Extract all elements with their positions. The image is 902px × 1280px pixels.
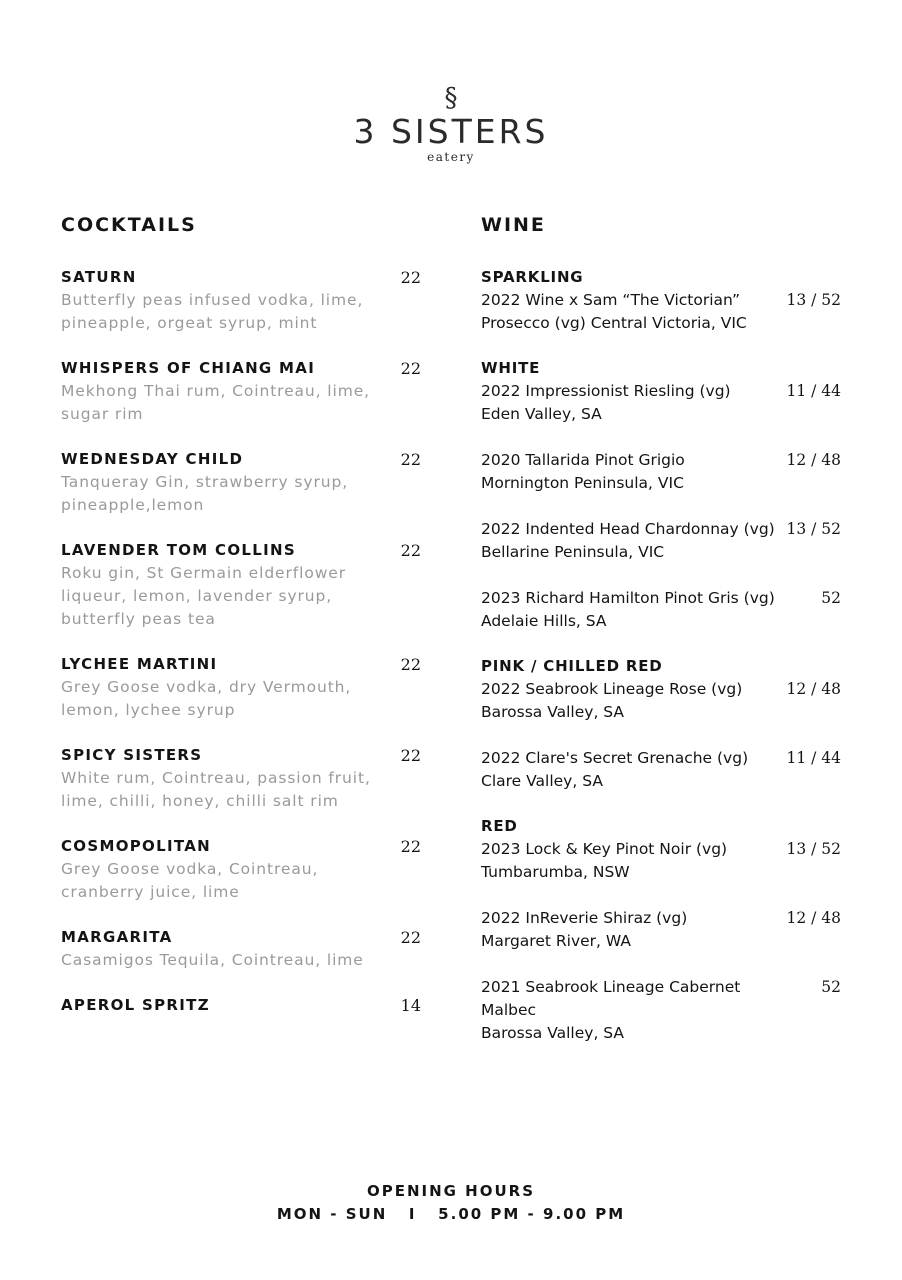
cocktail-name: SPICY SISTERS (61, 746, 203, 764)
wine-item (481, 976, 843, 1045)
cocktail-item (61, 835, 425, 904)
cocktail-item (61, 539, 425, 631)
cocktail-item (61, 357, 425, 426)
wine-name: 2023 Richard Hamilton Pinot Gris (vg) (481, 589, 775, 607)
wine-name: 2022 Clare's Secret Grenache (vg) (481, 749, 749, 767)
wine-category-sparkling (481, 266, 843, 335)
wine-item (481, 747, 843, 793)
wine-category-title: SPARKLING (481, 268, 584, 286)
cocktail-price: 22 (400, 837, 421, 856)
cocktail-description: Casamigos Tequila, Cointreau, lime (61, 951, 364, 969)
opening-hours-title: OPENING HOURS (366, 1182, 536, 1200)
wine-price: 52 (821, 589, 841, 607)
wine-item (481, 678, 843, 724)
cocktail-name: WHISPERS OF CHIANG MAI (61, 359, 316, 377)
cocktail-price: 22 (400, 541, 421, 560)
cocktail-item (61, 744, 425, 813)
wine-item (481, 838, 843, 884)
wine-name: 2020 Tallarida Pinot Grigio (481, 451, 685, 469)
wine-price: 11 / 44 (786, 749, 841, 767)
wine-region: Tumbarumba, NSW (481, 863, 630, 881)
cocktail-price: 22 (400, 450, 421, 469)
cocktail-item (61, 448, 425, 517)
wine-category-pink (481, 655, 843, 793)
wine-item (481, 289, 843, 335)
wine-item (481, 518, 843, 564)
wine-name: 2022 Wine x Sam “The Victorian” (481, 291, 741, 309)
wine-region: Eden Valley, SA (481, 405, 602, 423)
wine-section (481, 212, 843, 1067)
cocktail-list (61, 266, 425, 1017)
wine-price: 12 / 48 (786, 909, 841, 927)
cocktail-item (61, 926, 425, 972)
cocktail-description: Butterfly peas infused vodka, lime, pineapple, orgeat syrup, mint (61, 291, 364, 332)
wine-region: Barossa Valley, SA (481, 703, 625, 721)
cocktail-description: Grey Goose vodka, Cointreau, cranberry juice, lime (61, 860, 319, 901)
wine-category-red (481, 815, 843, 1045)
wine-category-title: RED (481, 817, 518, 835)
cocktail-name: LYCHEE MARTINI (61, 655, 218, 673)
cocktail-name: SATURN (61, 268, 137, 286)
cocktails-title: COCKTAILS (61, 214, 197, 236)
wine-region: Margaret River, WA (481, 932, 631, 950)
cocktail-item (61, 266, 425, 335)
wine-name: 2022 InReverie Shiraz (vg) (481, 909, 688, 927)
wine-list (481, 266, 843, 1045)
brand-tagline: eatery (427, 150, 475, 164)
wine-price: 13 / 52 (786, 840, 841, 858)
wine-region: Clare Valley, SA (481, 772, 603, 790)
wine-region: Bellarine Peninsula, VIC (481, 543, 665, 561)
cocktail-item (61, 653, 425, 722)
wine-region: Mornington Peninsula, VIC (481, 474, 684, 492)
cocktail-price: 22 (400, 359, 421, 378)
wine-price: 13 / 52 (786, 520, 841, 538)
wine-price: 52 (821, 978, 841, 996)
wine-region: Adelaie Hills, SA (481, 612, 607, 630)
cocktail-price: 22 (400, 268, 421, 287)
wine-category-title: WHITE (481, 359, 541, 377)
cocktail-name: APEROL SPRITZ (61, 996, 210, 1014)
wine-category-white (481, 357, 843, 633)
wine-name: 2021 Seabrook Lineage Cabernet Malbec (481, 978, 741, 1019)
wine-item (481, 449, 843, 495)
cocktail-description: White rum, Cointreau, passion fruit, lime, chilli, honey, chilli salt rim (61, 769, 371, 810)
cocktail-name: WEDNESDAY CHILD (61, 450, 244, 468)
sisters-emblem-icon: § (444, 83, 458, 113)
cocktail-description: Grey Goose vodka, dry Vermouth, lemon, lychee syrup (61, 678, 352, 719)
wine-item (481, 380, 843, 426)
cocktail-price: 22 (400, 746, 421, 765)
wine-category-title: PINK / CHILLED RED (481, 657, 663, 675)
cocktail-description: Roku gin, St Germain elderflower liqueur, lemon, lavender syrup, butterfly peas tea (61, 564, 346, 628)
wine-name: 2023 Lock & Key Pinot Noir (vg) (481, 840, 728, 858)
wine-name: 2022 Indented Head Chardonnay (vg) (481, 520, 775, 538)
cocktail-description: Tanqueray Gin, strawberry syrup, pineapple,lemon (61, 473, 349, 514)
wine-price: 13 / 52 (786, 291, 841, 309)
wine-name: 2022 Impressionist Riesling (vg) (481, 382, 731, 400)
cocktail-price: 22 (400, 655, 421, 674)
cocktail-name: LAVENDER TOM COLLINS (61, 541, 296, 559)
wine-price: 11 / 44 (786, 382, 841, 400)
cocktail-item (61, 994, 425, 1017)
cocktail-description: Mekhong Thai rum, Cointreau, lime, sugar rim (61, 382, 370, 423)
brand-name: 3 SISTERS (353, 112, 549, 151)
cocktails-section (61, 212, 425, 1039)
brand-logo (0, 84, 902, 164)
wine-item (481, 587, 843, 633)
wine-region: Prosecco (vg) Central Victoria, VIC (481, 314, 747, 332)
wine-price: 12 / 48 (786, 680, 841, 698)
cocktail-price: 22 (400, 928, 421, 947)
wine-item (481, 907, 843, 953)
wine-title: WINE (481, 214, 546, 236)
opening-hours (0, 1180, 902, 1226)
wine-name: 2022 Seabrook Lineage Rose (vg) (481, 680, 743, 698)
cocktail-name: MARGARITA (61, 928, 173, 946)
cocktail-price: 14 (400, 996, 421, 1015)
cocktail-name: COSMOPOLITAN (61, 837, 211, 855)
wine-price: 12 / 48 (786, 451, 841, 469)
opening-hours-times: MON - SUN I 5.00 PM - 9.00 PM (276, 1205, 626, 1223)
wine-region: Barossa Valley, SA (481, 1024, 625, 1042)
